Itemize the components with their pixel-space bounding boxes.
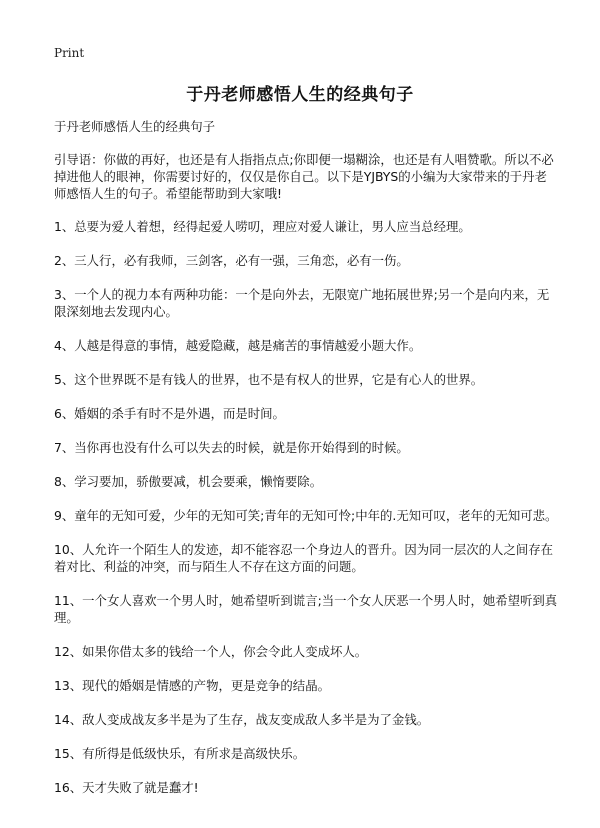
quote-item: 3、一个人的视力本有两种功能：一个是向外去，无限宽广地拓展世界;另一个是向内来，无限深刻地去发现内心。 [54,287,550,319]
article-intro: 引导语：你做的再好，也还是有人指指点点;你即便一塌糊涂，也还是有人唱赞歌。所以不必掉进他人的眼神，你需要讨好的，仅仅是你自己。以下是YJBYS的小编为大家带来的于丹老师感悟人生的句子。希望能帮助到大家哦! [54,152,554,201]
page-title: 于丹老师感悟人生的经典句子 [186,85,414,105]
quote-item: 2、三人行，必有我师，三剑客，必有一强，三角恋，必有一伤。 [54,253,409,268]
quote-item: 8、学习要加，骄傲要减，机会要乘，懒惰要除。 [54,474,323,489]
quote-item: 4、人越是得意的事情，越爱隐藏，越是痛苦的事情越爱小题大作。 [54,338,422,353]
quote-item: 5、这个世界既不是有钱人的世界，也不是有权人的世界，它是有心人的世界。 [54,372,484,387]
quote-item: 11、一个女人喜欢一个男人时，她希望听到谎言;当一个女人厌恶一个男人时，她希望听到真理。 [54,593,558,625]
article-subtitle: 于丹老师感悟人生的经典句子 [54,119,216,134]
quote-item: 9、童年的无知可爱，少年的无知可笑;青年的无知可怜;中年的.无知可叹，老年的无知可悲。 [54,508,558,523]
quote-item: 6、婚姻的杀手有时不是外遇，而是时间。 [54,406,285,421]
article-body [54,118,558,813]
quote-item: 13、现代的婚姻是情感的产物，更是竞争的结晶。 [54,678,330,693]
quote-item: 16、天才失败了就是蠢才! [54,780,199,795]
quote-item: 10、人允许一个陌生人的发迹，却不能容忍一个身边人的晋升。因为同一层次的人之间存在着对比、利益的冲突，而与陌生人不存在这方面的问题。 [54,542,554,574]
quote-item: 1、总要为爱人着想，经得起爱人唠叨，理应对爱人谦让，男人应当总经理。 [54,219,471,234]
quote-item: 12、如果你借太多的钱给一个人，你会令此人变成坏人。 [54,644,368,659]
quote-list [54,218,558,796]
quote-item: 14、敌人变成战友多半是为了生存，战友变成敌人多半是为了金钱。 [54,712,430,727]
print-link[interactable]: Print [54,46,85,60]
quote-item: 7、当你再也没有什么可以失去的时候，就是你开始得到的时候。 [54,440,409,455]
quote-item: 15、有所得是低级快乐，有所求是高级快乐。 [54,746,306,761]
